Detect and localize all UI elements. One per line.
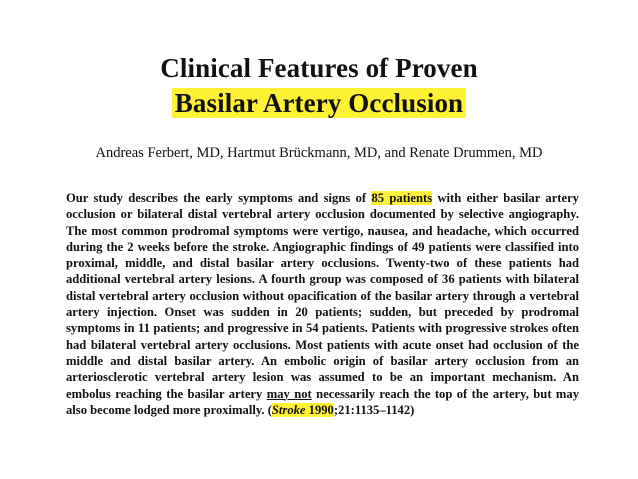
abstract-line [66,386,579,402]
abstract-line: proximal, middle, and distal basilar artery occlusions. Twenty-two of these patients had [66,256,579,271]
author-list: Andreas Ferbert, MD, Hartmut Brückmann, MD, and Renate Drummen, MD [95,145,543,161]
abstract-text: Our study describes the early symptoms and signs of [66,191,372,205]
abstract-text: necessarily reach the top of the artery, but may [311,386,580,401]
paper-title-line-2 [0,87,638,119]
abstract-line: occlusion or bilateral distal vertebral artery occlusion documented by selective angiography. [66,207,579,222]
abstract-line [66,190,579,206]
abstract-line: symptoms in 11 patients; and progressive in 54 patients. Patients with progressive strokes often [66,321,579,336]
abstract-line: artery injection. Onset was sudden in 20 patients; sudden, but preceded by prodromal [66,305,579,320]
paper-title-line-1: Clinical Features of Proven [160,53,478,83]
abstract-text: with either basilar artery [432,191,579,205]
abstract-text: embolus reaching the basilar artery [66,386,267,401]
abstract-text: ;21:1135–1142) [333,402,415,417]
underlined-phrase: may not [266,386,312,401]
abstract-paragraph [66,190,579,418]
citation-year: 1990 [305,402,334,417]
abstract-line: had bilateral vertebral artery occlusions. Most patients with acute onset had occlusion of the [66,337,579,352]
abstract-line: during the 2 weeks before the stroke. Angiographic findings of 49 patients were classified into [66,239,579,254]
abstract-line: additional vertebral artery lesions. A fourth group was composed of 36 patients with bilateral [66,272,579,287]
journal-name: Stroke [271,402,306,417]
highlighted-citation [272,403,334,417]
abstract-line: The most common prodromal symptoms were vertigo, nausea, and headache, which occurred [66,223,579,238]
abstract-line: middle and distal basilar artery. An embolic origin of basilar artery occlusion from an [66,353,579,368]
abstract-line [66,402,579,418]
abstract-line: arteriosclerotic vertebral artery lesion was assumed to be an important mechanism. An [66,370,579,385]
abstract-line: distal vertebral artery occlusion without opacification of the basilar artery through a vertebral [66,288,579,303]
abstract-text: also become lodged more proximally. ( [66,402,272,417]
highlighted-patient-count: 85 patients [371,191,433,205]
highlighted-title: Basilar Artery Occlusion [172,88,466,118]
